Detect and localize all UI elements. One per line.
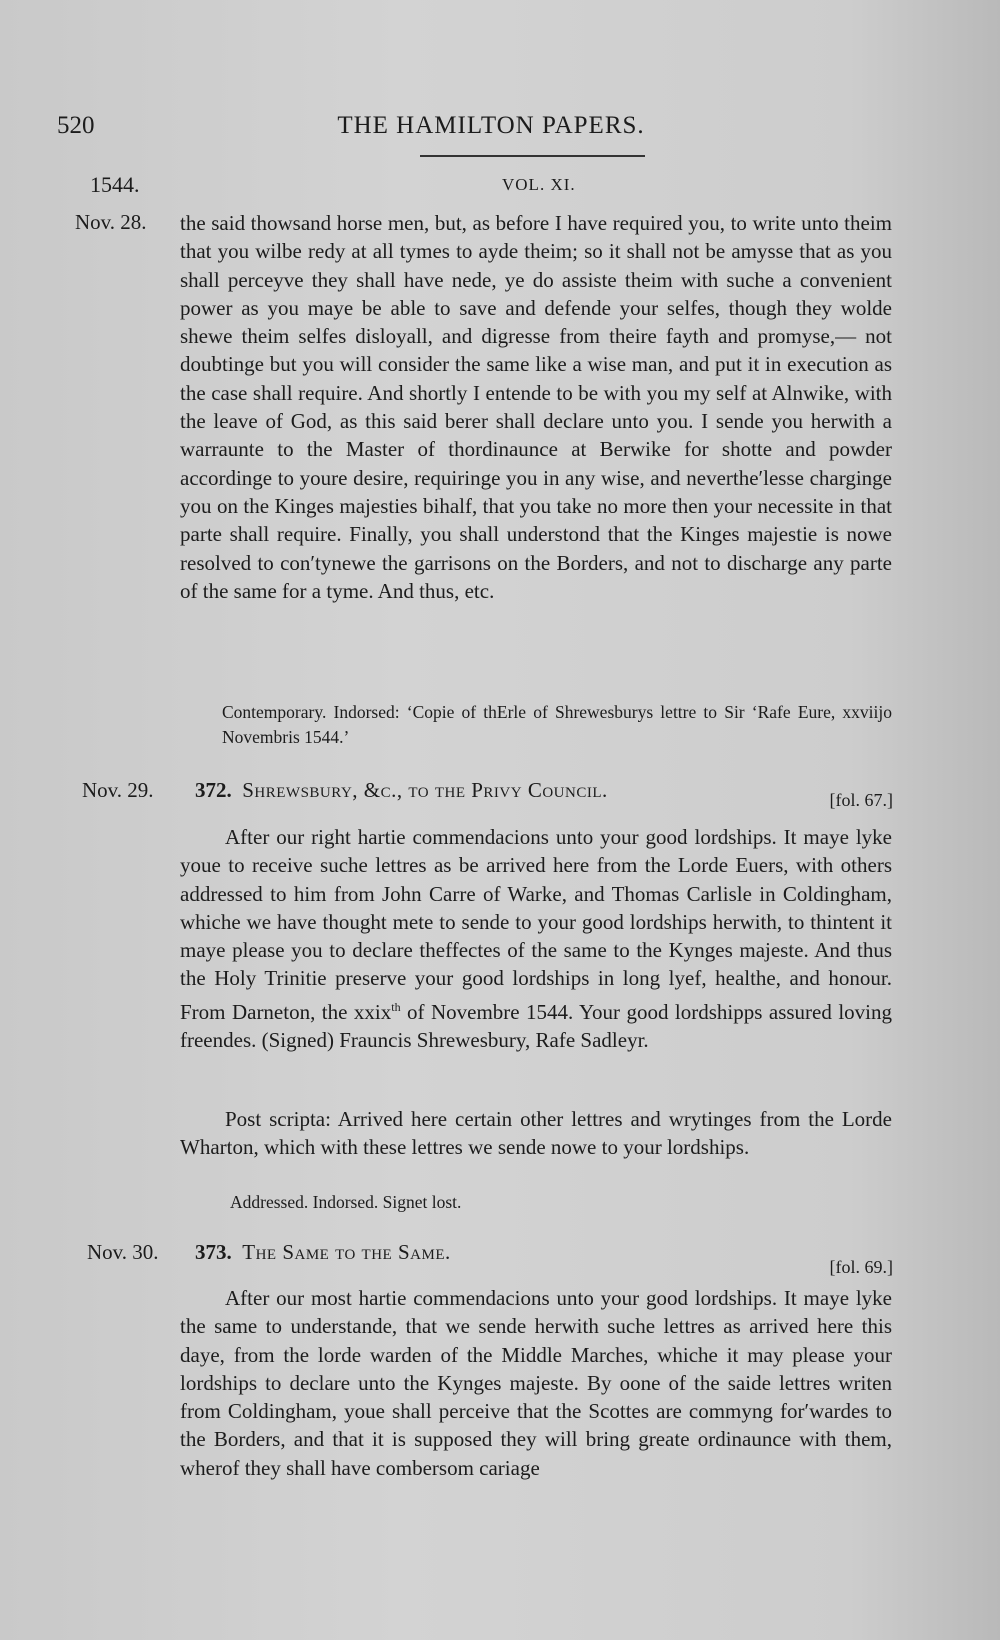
postscript-372: Post scripta: Arrived here certain other lettres and wrytinges from the Lorde Wharton, which with these lettres we sende nowe to your lordships.: [180, 1107, 892, 1160]
running-title: THE HAMILTON PAPERS.: [337, 112, 645, 139]
section-title-372: Shrewsbury, &c., to the Privy Council.: [242, 778, 608, 802]
volume-label: VOL. XI.: [502, 175, 576, 194]
page-number: 520: [57, 112, 95, 139]
folio-ref-67: [fol. 67.]: [829, 790, 893, 810]
letter-body-372: [180, 823, 892, 1054]
endorsement-note-372: Addressed. Indorsed. Signet lost.: [230, 1192, 462, 1212]
section-heading-372: [195, 778, 608, 803]
section-heading-373: [195, 1240, 451, 1265]
endorsement-note-nov-28: Contemporary. Indorsed: ‘Copie of thErle of Shrewesburys lettre to Sir ‘Rafe Eure, xxviijo Novembris 1544.’: [222, 702, 892, 747]
date-nov-30: Nov. 30.: [87, 1240, 159, 1264]
letter-body-373: After our most hartie commendacions unto your good lordships. It maye lyke the same to understande, that we sende herwith suche lettres as arrived here this daye, from the lorde warden of the Middle Marches, whiche it may please your lordships to declare unto the Kynges majeste. By oone of the saide lettres writen from Coldingham, youe shall perceive that the Scottes are commyng forʹwardes to the Borders, and that it is supposed they will bring greate ordinaunce with them, wherof they shall have combersom cariage: [180, 1286, 892, 1480]
section-number-372: 372.: [195, 778, 232, 802]
page-header: [57, 112, 905, 152]
year-label: 1544.: [90, 172, 140, 197]
date-nov-29: Nov. 29.: [82, 778, 154, 802]
letter-body-372-text: After our right hartie commendacions unto your good lordships. It maye lyke youe to receive suche lettres as be arrived here from the Lorde Euers, with others addressed to him from John Carre of Warke, and Thomas Carlisle in Coldingham, whiche we have thought mete to sende to your good lordships herwith, to thintent it maye please you to declare theffectes of the same to the Kynges majeste. And thus the Holy Trinitie preserve your good lordships in long lyef, healthe, and honour. From Darneton, the xxix: [180, 825, 892, 1024]
section-number-373: 373.: [195, 1240, 232, 1264]
title-rule: [420, 155, 645, 157]
folio-ref-69: [fol. 69.]: [829, 1257, 893, 1277]
ordinal-suffix: th: [391, 999, 401, 1014]
section-title-373: The Same to the Same.: [242, 1240, 451, 1264]
date-nov-28: Nov. 28.: [75, 210, 147, 234]
letter-body-372-text-end: of Novembre 1544. Your good lordshipps assured loving freendes. (Signed) Frauncis Shrewesbury, Rafe Sadleyr.: [180, 999, 892, 1053]
letter-body-nov-28: the said thowsand horse men, but, as before I have required you, to write unto theim that you wilbe redy at all tymes to ayde theim; so it shall not be amysse that as you shall perceyve they shall have nede, ye do assiste theim with suche a convenient power as you maye be able to save and defende your selfes, though they wolde shewe theim selfes disloyall, and digresse from theire fayth and promyse,— not doubtinge but you will consider the same like a wise man, and put it in execution as the case shall require. And shortly I entende to be with you my self at Alnwike, with the leave of God, as this said berer shall declare unto you. I sende you herwith a warraunte to the Master of thordinaunce at Berwike for shotte and powder accordinge to youre desire, requiringe you in any wise, and nevertheʹlesse charginge you on the Kinges majesties bihalf, that you take no more then your necessite in that parte shall require. Finally, you shall understond that the Kinges majestie is nowe resolved to conʹtynewe the garrisons on the Borders, and not to discharge any parte of the same for a tyme. And thus, etc.: [180, 211, 892, 603]
